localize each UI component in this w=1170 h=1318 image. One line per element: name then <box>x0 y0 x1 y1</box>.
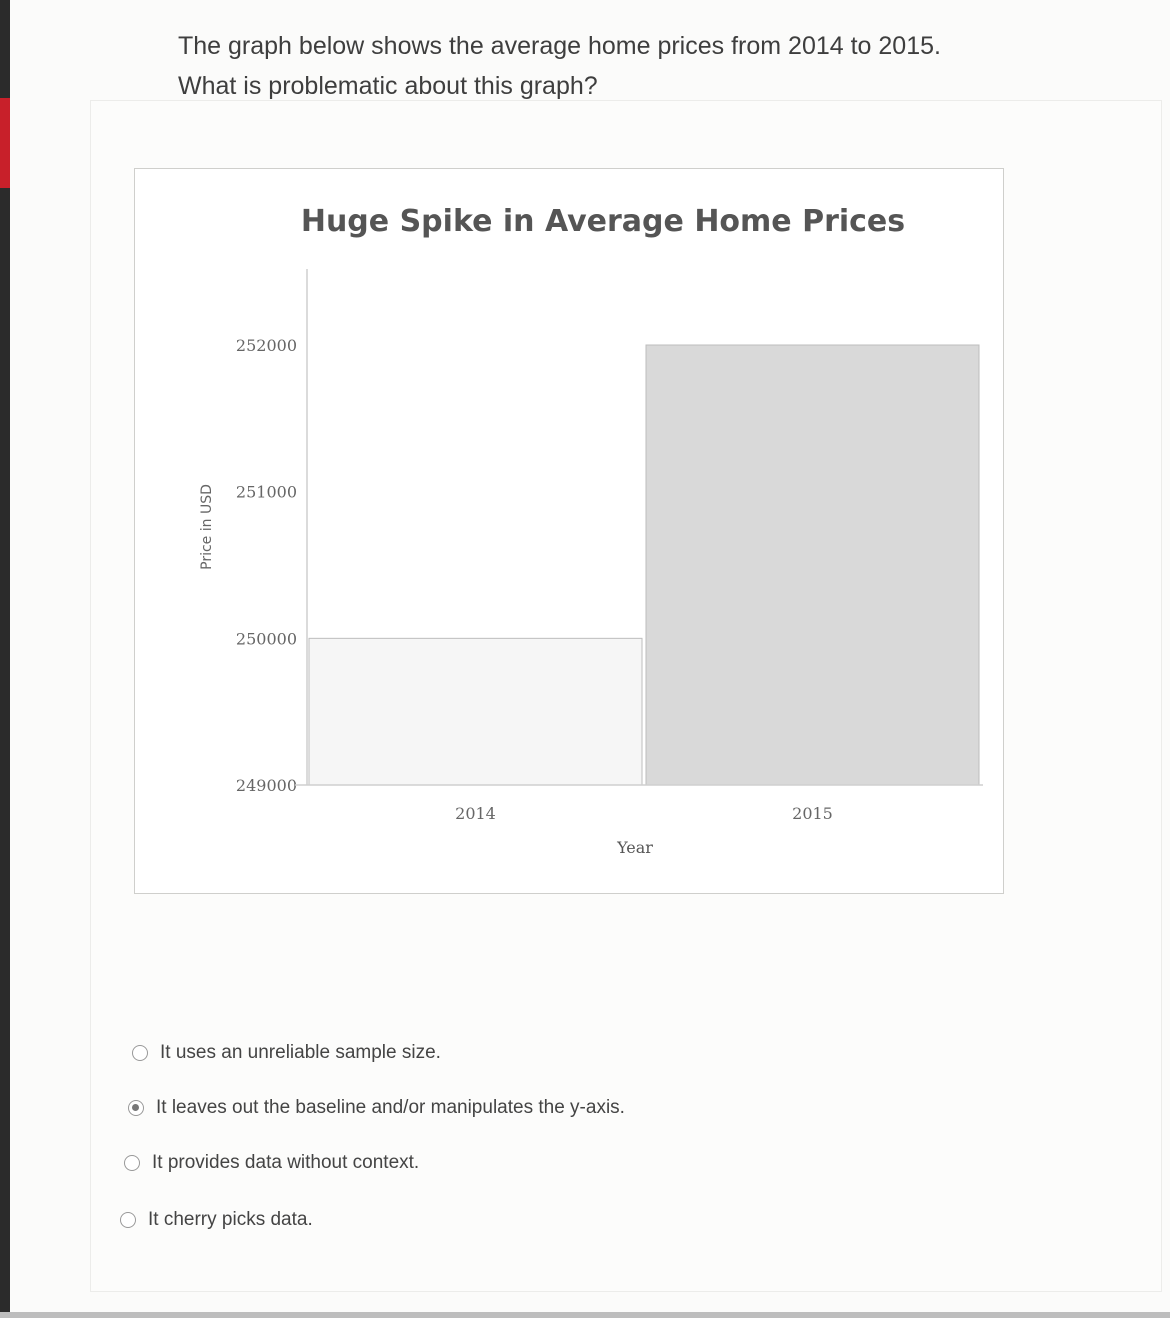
answer-option-2[interactable] <box>128 1097 625 1119</box>
radio-button[interactable] <box>132 1045 148 1061</box>
question-line-2: What is problematic about this graph? <box>178 72 598 100</box>
question-text <box>178 26 1058 106</box>
chart-title: Huge Spike in Average Home Prices <box>300 204 906 239</box>
answer-option-label: It uses an unreliable sample size. <box>160 1042 441 1063</box>
answer-option-3[interactable] <box>124 1152 419 1174</box>
answer-option-1[interactable] <box>132 1042 441 1064</box>
y-tick-label: 251000 <box>235 482 297 502</box>
x-axis-label: Year <box>617 838 653 857</box>
radio-button[interactable] <box>128 1100 144 1116</box>
y-axis-label: Price in USD <box>199 484 215 570</box>
bar-2015 <box>646 345 979 785</box>
answer-option-label: It provides data without context. <box>152 1152 420 1173</box>
y-tick-label: 250000 <box>235 629 297 649</box>
answer-option-label: It cherry picks data. <box>148 1209 313 1230</box>
y-tick-label: 249000 <box>235 776 297 795</box>
y-tick-label: 252000 <box>235 336 297 355</box>
bottom-edge <box>0 1312 1170 1318</box>
radio-button[interactable] <box>120 1212 136 1228</box>
chart-card <box>134 168 1004 894</box>
x-tick-label: 2014 <box>455 804 496 823</box>
x-tick-label: 2015 <box>792 804 833 823</box>
answer-option-label: It leaves out the baseline and/or manipulates the y-axis. <box>156 1097 625 1118</box>
question-line-1: The graph below shows the average home prices from 2014 to 2015. <box>178 32 941 60</box>
answer-option-4[interactable] <box>120 1209 313 1231</box>
bar-2014 <box>309 638 642 785</box>
radio-button[interactable] <box>124 1155 140 1171</box>
bar-chart <box>135 169 1003 893</box>
